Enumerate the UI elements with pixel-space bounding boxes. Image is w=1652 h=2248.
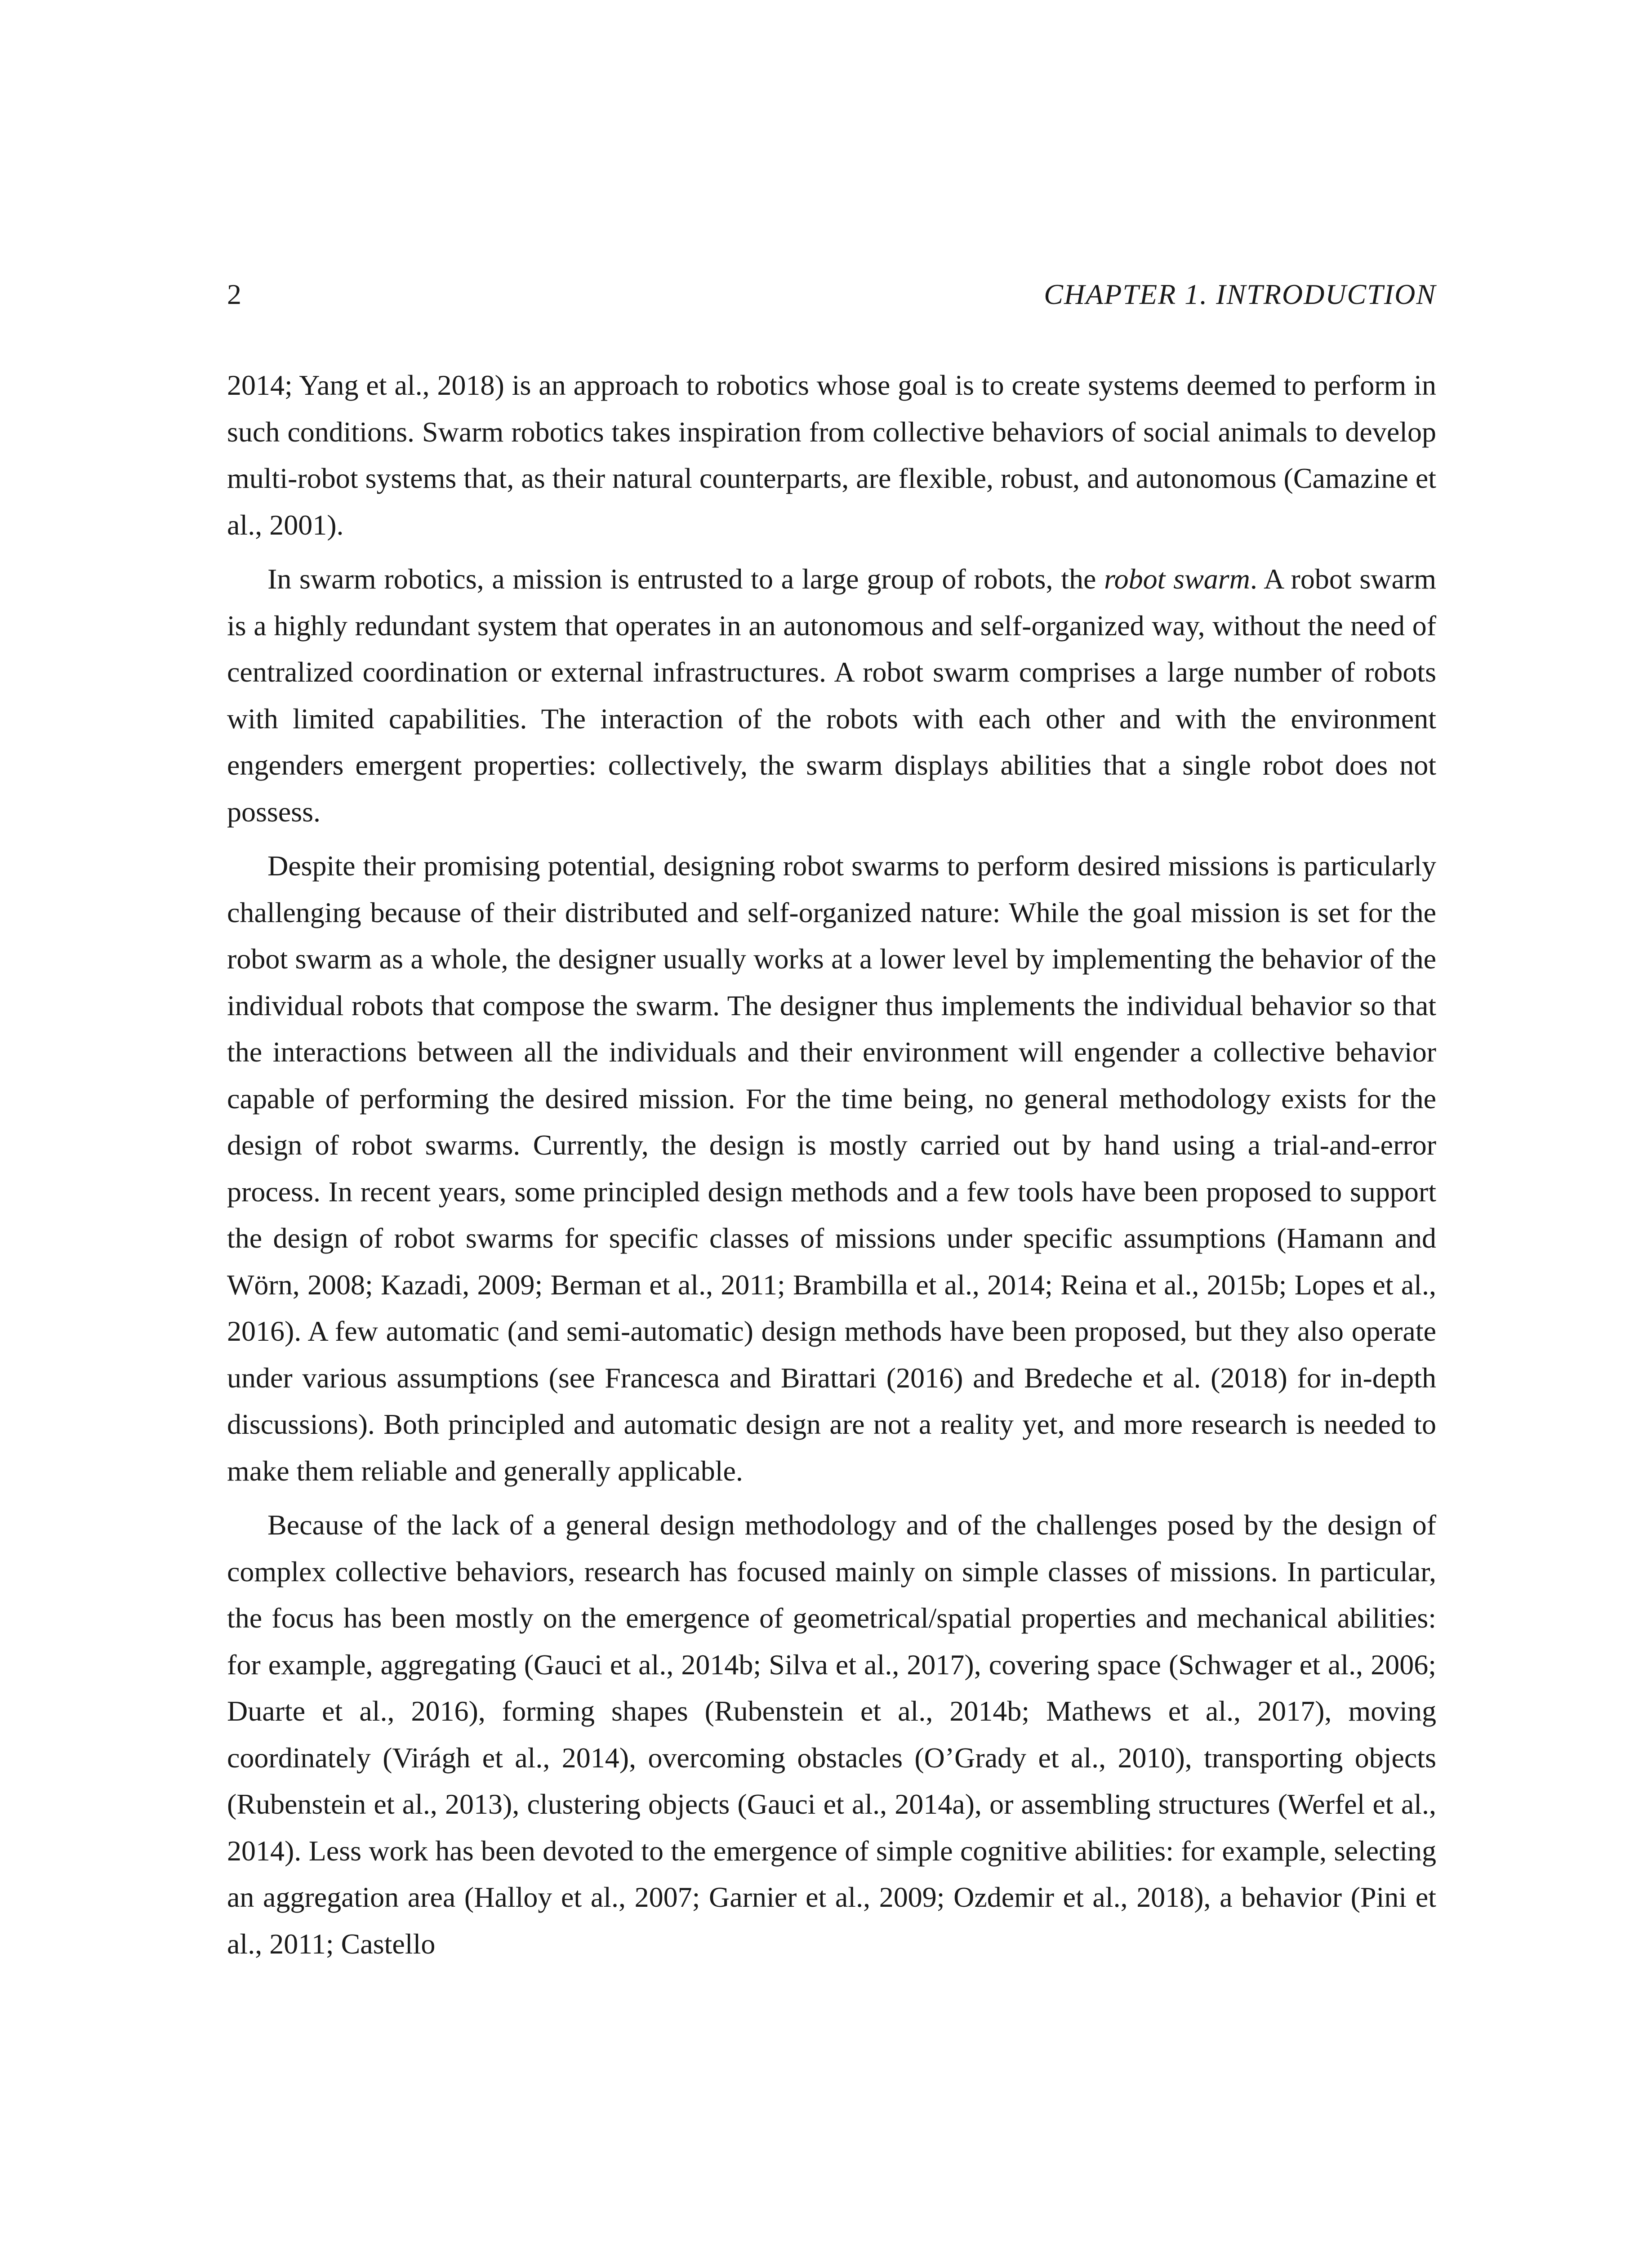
running-header [227, 274, 1436, 315]
chapter-title: CHAPTER 1. INTRODUCTION [1044, 278, 1436, 310]
paragraph-text-after: . A robot swarm is a highly redundant system that operates in an autonomous and self-organized way, without the need of centralized coordination or external infrastructures. A robot swarm comprises a large number of robots with limited capabilities. The interaction of the robots with each other and with the environment engenders emergent properties: collectively, the swarm displays abilities that a single robot does not possess. [227, 563, 1437, 828]
paragraph-mission-classes: Because of the lack of a general design methodology and of the challenges posed by the design of complex collective behaviors, research has focused mainly on simple classes of missions. In particular, the focus has been mostly on the emergence of geometrical/spatial properties and mechanical abilities: for example, aggregating (Gauci et al., 2014b; Silva et al., 2017), covering space (Schwager et al., 2006; Duarte et al., 2016), forming shapes (Rubenstein et al., 2014b; Mathews et al., 2017), moving coordinately (Virágh et al., 2014), overcoming obstacles (O’Grady et al., 2010), transporting objects (Rubenstein et al., 2013), clustering objects (Gauci et al., 2014a), or assembling structures (Werfel et al., 2014). Less work has been devoted to the emergence of simple cognitive abilities: for example, selecting an aggregation area (Halloy et al., 2007; Garnier et al., 2009; Ozdemir et al., 2018), a behavior (Pini et al., 2011; Castello [227, 1509, 1436, 1960]
paragraph-robot-swarm [227, 556, 1436, 835]
paragraph-continuation: 2014; Yang et al., 2018) is an approach to robotics whose goal is to create systems deemed to perform in such conditions. Swarm robotics takes inspiration from collective behaviors of social animals to develop multi-robot systems that, as their natural counterparts, are flexible, robust, and autonomous (Camazine et al., 2001). [227, 369, 1436, 541]
paragraph-design-challenges: Despite their promising potential, designing robot swarms to perform desired missions is particularly challenging because of their distributed and self-organized nature: While the goal mission is set for the robot swarm as a whole, the designer usually works at a lower level by implementing the behavior of the individual robots that compose the swarm. The designer thus implements the individual behavior so that the interactions between all the individuals and their environment will engender a collective behavior capable of performing the desired mission. For the time being, no general methodology exists for the design of robot swarms. Currently, the design is mostly carried out by hand using a trial-and-error process. In recent years, some principled design methods and a few tools have been proposed to support the design of robot swarms for specific classes of missions under specific assumptions (Hamann and Wörn, 2008; Kazadi, 2009; Berman et al., 2011; Brambilla et al., 2014; Reina et al., 2015b; Lopes et al., 2016). A few automatic (and semi-automatic) design methods have been proposed, but they also operate under various assumptions (see Francesca and Birattari (2016) and Bredeche et al. (2018) for in-depth discussions). Both principled and automatic design are not a reality yet, and more research is needed to make them reliable and generally applicable. [227, 850, 1436, 1487]
page-number: 2 [227, 278, 241, 310]
paragraph-text-before: In swarm robotics, a mission is entrusted to a large group of robots, the [267, 563, 1104, 595]
emphasis-term: robot swarm [1104, 563, 1250, 595]
body-text [227, 362, 1436, 1975]
